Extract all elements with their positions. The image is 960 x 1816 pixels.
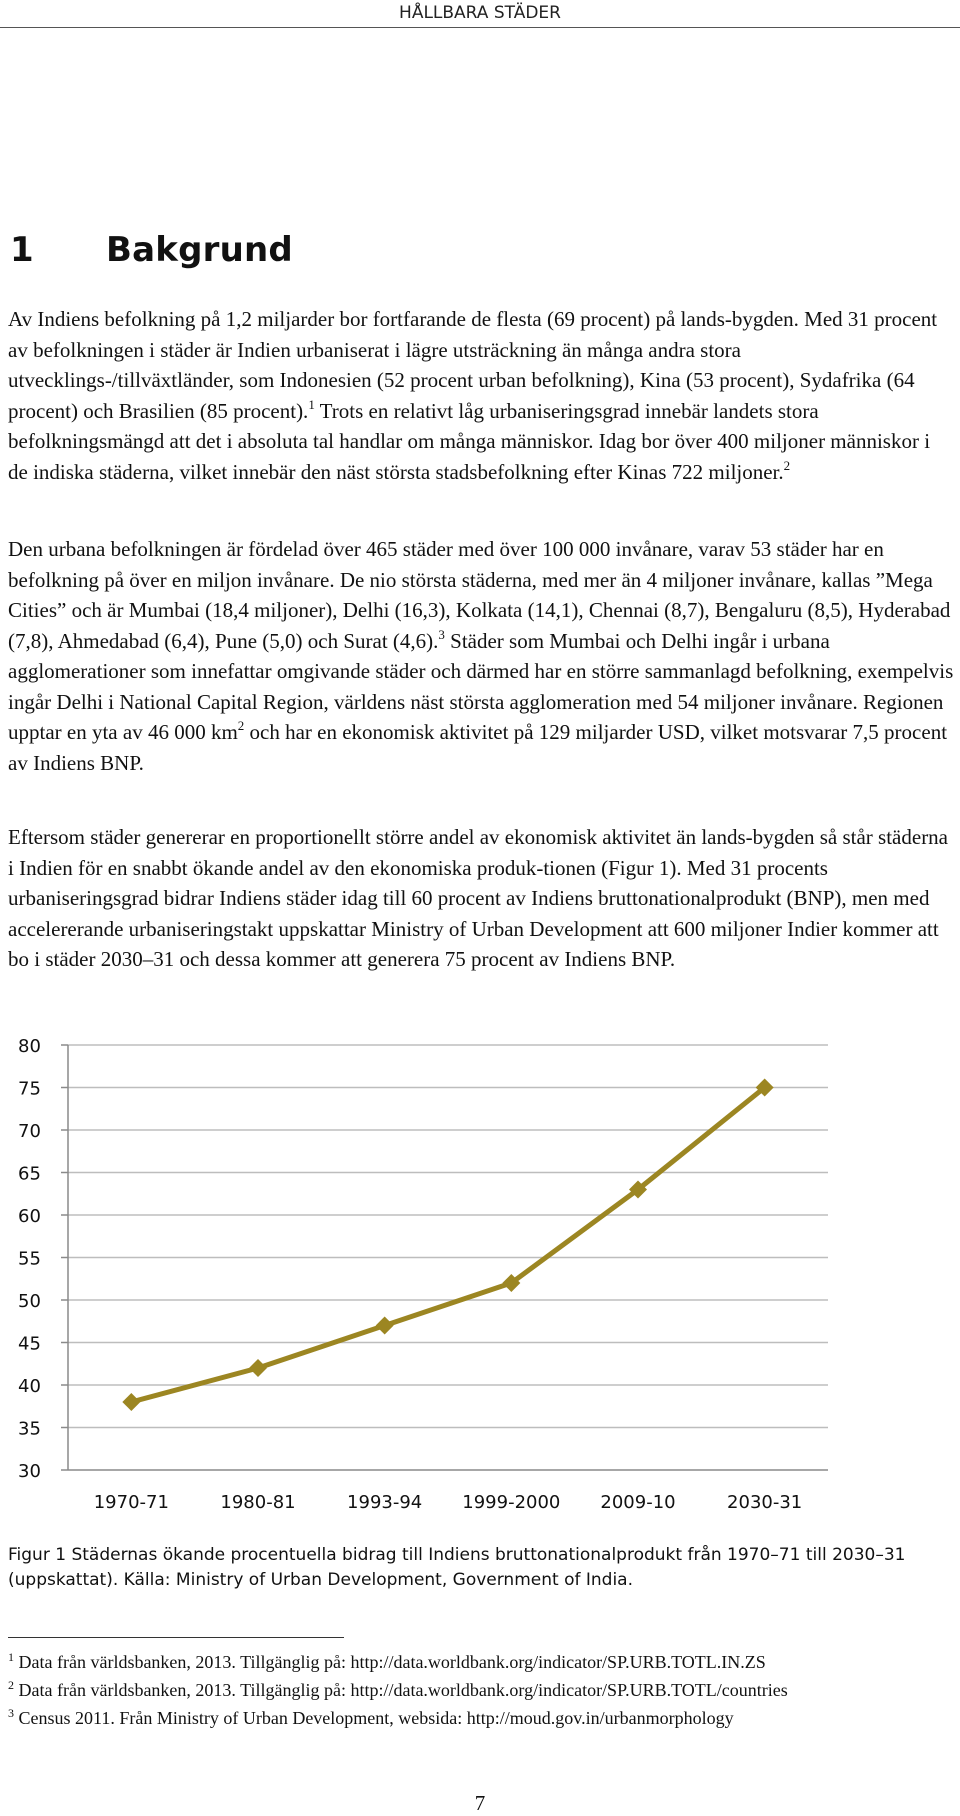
data-point-marker	[249, 1359, 267, 1377]
x-tick-label: 2009-10	[600, 1492, 676, 1513]
y-tick-label: 80	[18, 1036, 41, 1057]
y-tick-label: 65	[18, 1163, 41, 1185]
header-rule	[0, 27, 960, 28]
footnote-text: Census 2011. Från Ministry of Urban Development, websida: http://moud.gov.in/urbanmorphology	[18, 1708, 734, 1728]
y-tick-label: 50	[18, 1291, 41, 1312]
x-tick-label: 1970-71	[93, 1492, 169, 1513]
footnotes	[8, 1646, 954, 1730]
footnote-number: 3	[8, 1706, 14, 1720]
paragraph-urbanization	[8, 304, 954, 487]
section-heading	[10, 230, 293, 270]
y-tick-label: 45	[18, 1333, 41, 1355]
footnote-text: Data från världsbanken, 2013. Tillgänglig på: http://data.worldbank.org/indicator/SP.URB.TOTL/countries	[18, 1680, 788, 1700]
y-tick-label: 60	[18, 1206, 41, 1227]
footnote	[8, 1674, 954, 1702]
chart-series	[122, 1079, 773, 1412]
y-tick-label: 75	[18, 1078, 41, 1100]
y-tick-label: 35	[18, 1418, 41, 1440]
chart-grid	[68, 1045, 828, 1428]
superscript-exponent: 2	[237, 718, 245, 733]
footnote-text: Data från världsbanken, 2013. Tillgänglig på: http://data.worldbank.org/indicator/SP.URB.TOTL.IN.ZS	[18, 1652, 766, 1672]
line-chart	[0, 1020, 960, 1520]
x-tick-label: 1993-94	[347, 1492, 423, 1513]
paragraph-text: Städer som Mumbai och Delhi ingår i urbana agglomerationer som innefattar omgivande städer och därmed har en större sammanlagd befolkning, exempelvis ingår Delhi i National Capital Region, världens näst största agglomeration med 54 miljoner invånare. Regionen upptar en yta av 46 000 km	[8, 628, 954, 744]
paragraph-text: och har en ekonomisk aktivitet på 129 miljarder USD, vilket motsvarar 7,5 procent av Indiens BNP.	[8, 720, 948, 775]
footnote	[8, 1646, 954, 1674]
paragraph-text: Av Indiens befolkning på 1,2 miljarder bor fortfarande de flesta (69 procent) på lands-bygden. Med 31 procent av befolkningen i städer är Indien urbaniserat i lägre utsträckning än många andra stora utvecklings-/tillväxtländer, som Indonesien (52 procent urban befolkning), Kina (53 procent), Sydafrika (64 procent) och Brasilien (85 procent).	[8, 307, 938, 423]
footnote-rule	[8, 1637, 344, 1638]
y-tick-label: 40	[18, 1376, 41, 1397]
figure-caption: Figur 1 Städernas ökande procentuella bidrag till Indiens bruttonationalprodukt från 1970–71 till 2030–31 (uppskattat). Källa: Ministry of Urban Development, Government of India.	[8, 1545, 906, 1590]
footnote-ref[interactable]: 1	[308, 396, 315, 412]
paragraph-cities	[8, 534, 954, 778]
x-tick-labels	[94, 1492, 803, 1513]
footnote-number: 1	[8, 1650, 14, 1664]
section-number: 1	[10, 230, 34, 270]
y-tick-label: 55	[18, 1248, 41, 1270]
data-point-marker	[376, 1317, 394, 1335]
y-tick-labels	[18, 1036, 41, 1482]
x-tick-label: 1999-2000	[462, 1492, 561, 1513]
footnote	[8, 1702, 954, 1730]
paragraph-text: Den urbana befolkningen är fördelad över 465 städer med över 100 000 invånare, varav 53 städer har en befolkning på över en miljon invånare. De nio största städerna, med mer än 4 miljoner invånare, kallas ”Mega Cities” och är Mumbai (18,4 miljoner), Delhi (16,3), Kolkata (14,1), Chennai (8,7), Bengaluru (8,5), Hyderabad (7,8), Ahmedabad (6,4), Pune (5,0) och Surat (4,6).	[8, 537, 951, 653]
footnote-number: 2	[8, 1678, 14, 1692]
data-point-marker	[122, 1393, 140, 1411]
series-line	[131, 1088, 764, 1403]
x-tick-label: 1980-81	[220, 1492, 296, 1513]
footnote-ref[interactable]: 2	[783, 457, 791, 473]
y-tick-label: 30	[18, 1461, 41, 1482]
y-tick-label: 70	[18, 1121, 41, 1142]
page-number: 7	[474, 1791, 486, 1815]
x-tick-label: 2030-31	[727, 1492, 803, 1513]
section-title: Bakgrund	[106, 230, 293, 270]
paragraph-economy: Eftersom städer genererar en proportionellt större andel av ekonomisk aktivitet än lands-bygden så står städerna i Indien för en snabbt ökande andel av den ekonomiska produk-tionen (Figur 1). Med 31 procents urbaniseringsgrad bidrar Indiens städer idag till 60 procent av Indiens bruttonationalprodukt (BNP), men med accelererande urbaniseringstakt uppskattar Ministry of Urban Development att 600 miljoner Indier kommer att bo i städer 2030–31 och dessa kommer att generera 75 procent av Indiens BNP.	[8, 825, 949, 971]
paragraph-text: Trots en relativt låg urbaniseringsgrad innebär landets stora befolkningsmängd att det i absoluta tal handlar om många människor. Idag bor över 400 miljoner människor i de indiska städerna, vilket innebär den näst största stadsbefolkning efter Kinas 722 miljoner.	[8, 398, 931, 484]
running-header: HÅLLBARA STÄDER	[399, 3, 561, 23]
footnote-ref[interactable]: 3	[438, 626, 445, 642]
